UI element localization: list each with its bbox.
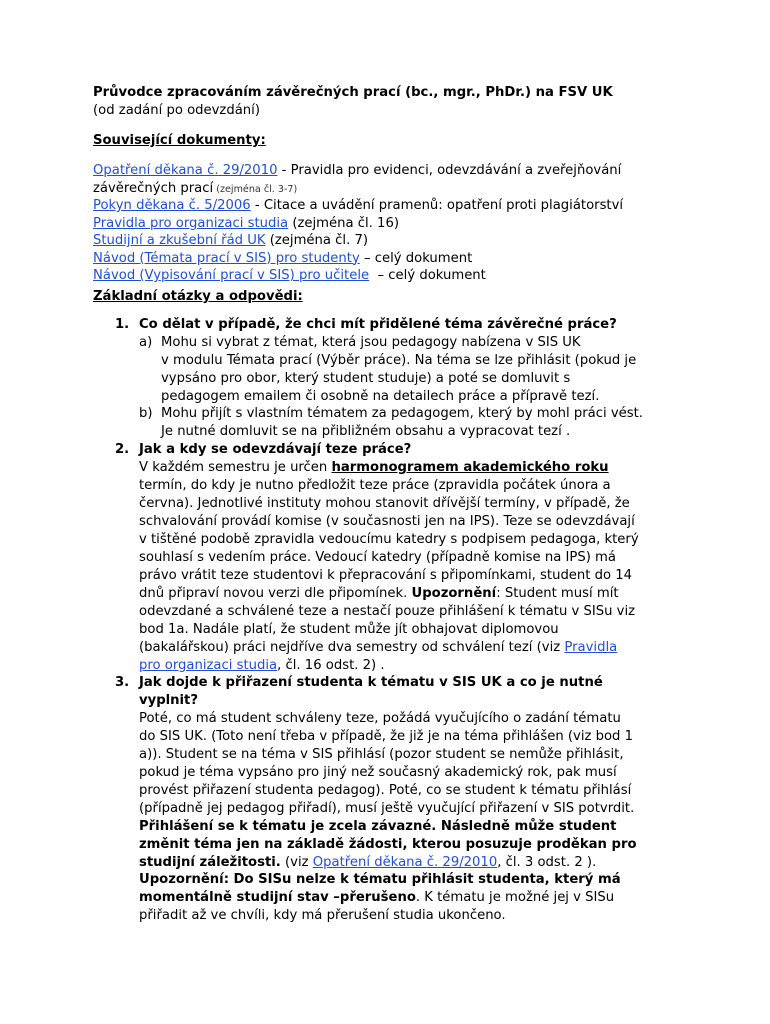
document-title: Průvodce zpracováním závěrečných prací (bc., mgr., PhDr.) na FSV UK <box>93 85 613 100</box>
answer-line: vypsáno pro obor, který student studuje) a poté se domluvit s <box>161 371 571 386</box>
related-doc-item: Pokyn děkana č. 5/2006 - Citace a uvádění pramenů: opatření proti plagiátorství <box>93 198 624 213</box>
answer-line: pro organizaci studia, čl. 16 odst. 2) . <box>139 658 385 673</box>
question-text: Jak dojde k přiřazení studenta k tématu v SIS UK a co je nutné <box>139 675 603 690</box>
answer-line: v tištěné podobě zpravidla vedoucímu katedry s podpisem pedagoga, který <box>139 532 639 547</box>
link-opatreni-dekana-29-2010[interactable]: Opatření děkana č. 29/2010 <box>93 163 278 178</box>
answer-line: schvalování provádí komise (v současnosti jen na IPS). Teze se odevzdávají <box>139 514 635 529</box>
related-doc-item: Opatření děkana č. 29/2010 - Pravidla pro evidenci, odevzdávání a zveřejňování <box>93 163 622 178</box>
question-number: 3. <box>115 675 130 690</box>
binding-notice-line: Přihlášení se k tématu je zcela závazné. Následně může student <box>139 819 617 834</box>
answer-line: (bakalářskou) práci nejdříve dva semestry od schválení tezí (viz Pravidla <box>139 640 618 655</box>
warning-line: Upozornění: Do SISu nelze k tématu přihlásit studenta, který má <box>139 872 621 887</box>
related-doc-item: Návod (Témata prací v SIS) pro studenty – celý dokument <box>93 250 473 266</box>
answer-line: V každém semestru je určen harmonogramem akademického roku <box>139 460 609 475</box>
link-opatreni-inline[interactable]: Opatření děkana č. 29/2010 <box>312 855 498 870</box>
link-pravidla-inline[interactable]: Pravidla <box>564 640 618 655</box>
answer-line: června). Jednotlivé instituty mohou stanovit dřívější termíny, v případě, že <box>139 496 630 511</box>
answer-line: termín, do kdy je nutno předložit teze práce (zpravidla počátek února a <box>139 478 611 493</box>
related-docs-list <box>93 162 693 285</box>
answer-letter: b) <box>139 406 153 421</box>
binding-notice-line: změnit téma jen na základě žádosti, kterou posuzuje proděkan pro <box>139 837 637 852</box>
warning-line: přiřadit až ve chvíli, kdy má přerušení studia ukončeno. <box>139 908 506 923</box>
answer-line: odevzdané a schválené teze a nestačí pouze přihlášení k tématu v SISu viz <box>139 604 636 619</box>
harmonogram-emphasis: harmonogramem akademického roku <box>331 460 609 475</box>
document-header <box>93 84 693 119</box>
answer-line: právo vrátit teze studentovi k přepracování s připomínkami, student do 14 <box>139 568 633 583</box>
document-subtitle: (od zadání po odevzdání) <box>93 102 260 118</box>
answer-line: souhlasí s vedením práce. Vedoucí katedry (případně komise na IPS) má <box>139 550 616 565</box>
answer-line: Poté, co má student schváleny teze, požádá vyučujícího o zadání tématu <box>139 711 621 726</box>
question-number: 2. <box>115 442 130 457</box>
related-doc-item: Pravidla pro organizaci studia (zejména čl. 16) <box>93 215 399 231</box>
question-text-continued: vyplnit? <box>139 693 199 708</box>
related-doc-item-continued: závěrečných prací (zejména čl. 3-7) <box>93 180 298 196</box>
warning-label: Upozornění <box>411 586 497 601</box>
question-text: Co dělat v případě, že chci mít přidělené téma závěrečné práce? <box>139 317 617 332</box>
link-navod-temata-studenti[interactable]: Návod (Témata prací v SIS) pro studenty <box>93 250 360 266</box>
answer-letter: a) <box>139 335 153 350</box>
related-heading: Související dokumenty: <box>93 133 266 148</box>
question-number: 1. <box>115 317 130 332</box>
answer-line: provést přiřazení studenta pedagog). Poté, co se student k tématu přihlásí <box>139 783 632 798</box>
link-navod-vypisovani-ucitele[interactable]: Návod (Vypisování prací v SIS) pro učitele <box>93 268 370 283</box>
answer-line: v modulu Témata prací (Výběr práce). Na téma se lze přihlásit (pokud je <box>161 353 637 368</box>
faq-heading: Základní otázky a odpovědi: <box>93 289 303 304</box>
link-studijni-zkusebni-rad[interactable]: Studijní a zkušební řád UK <box>93 233 266 248</box>
link-pravidla-organizace-studia[interactable]: Pravidla pro organizaci studia <box>93 215 289 231</box>
answer-line: Mohu si vybrat z témat, která jsou pedagogy nabízena v SIS UK <box>161 335 581 350</box>
link-pokyn-dekana-5-2006[interactable]: Pokyn děkana č. 5/2006 <box>93 198 251 213</box>
warning-line: momentálně studijní stav –přerušeno. K tématu je možné jej v SISu <box>139 890 615 905</box>
answer-line: pokud je téma vypsáno pro jiný než současný akademický rok, pak musí <box>139 765 617 780</box>
answer-line: Je nutné domluvit se na přibližném obsahu a vypracovat tezí . <box>161 424 571 439</box>
answer-line: pedagogem emailem či osobně na detailech práce a přípravě tezí. <box>161 389 600 404</box>
question-text: Jak a kdy se odevzdávají teze práce? <box>139 442 412 457</box>
related-doc-item: Studijní a zkušební řád UK (zejména čl. 7) <box>93 233 369 248</box>
answer-line: (případně jej pedagog přiřadí), musí ještě vyučující přiřazení v SIS potvrdit. <box>139 801 635 816</box>
answer-line: a)). Student se na téma v SIS přihlásí (pozor student se nemůže přihlásit, <box>139 747 624 762</box>
answer-line: Mohu přijít s vlastním tématem za pedagogem, který by mohl práci vést. <box>161 406 644 421</box>
link-pravidla-inline-continued[interactable]: pro organizaci studia <box>139 658 278 673</box>
answer-line: dnů připraví novou verzi dle připomínek. Upozornění: Student musí mít <box>139 586 619 601</box>
related-doc-item: Návod (Vypisování prací v SIS) pro učitele – celý dokument <box>93 268 486 283</box>
answer-line: bod 1a. Nadále platí, že student může jít obhajovat diplomovou <box>139 622 559 637</box>
answer-line: do SIS UK. (Toto není třeba v případě, že již je na téma přihlášen (viz bod 1 <box>139 729 634 744</box>
binding-notice-line: studijní záležitosti. (viz Opatření děkana č. 29/2010, čl. 3 odst. 2 ). <box>139 855 597 870</box>
